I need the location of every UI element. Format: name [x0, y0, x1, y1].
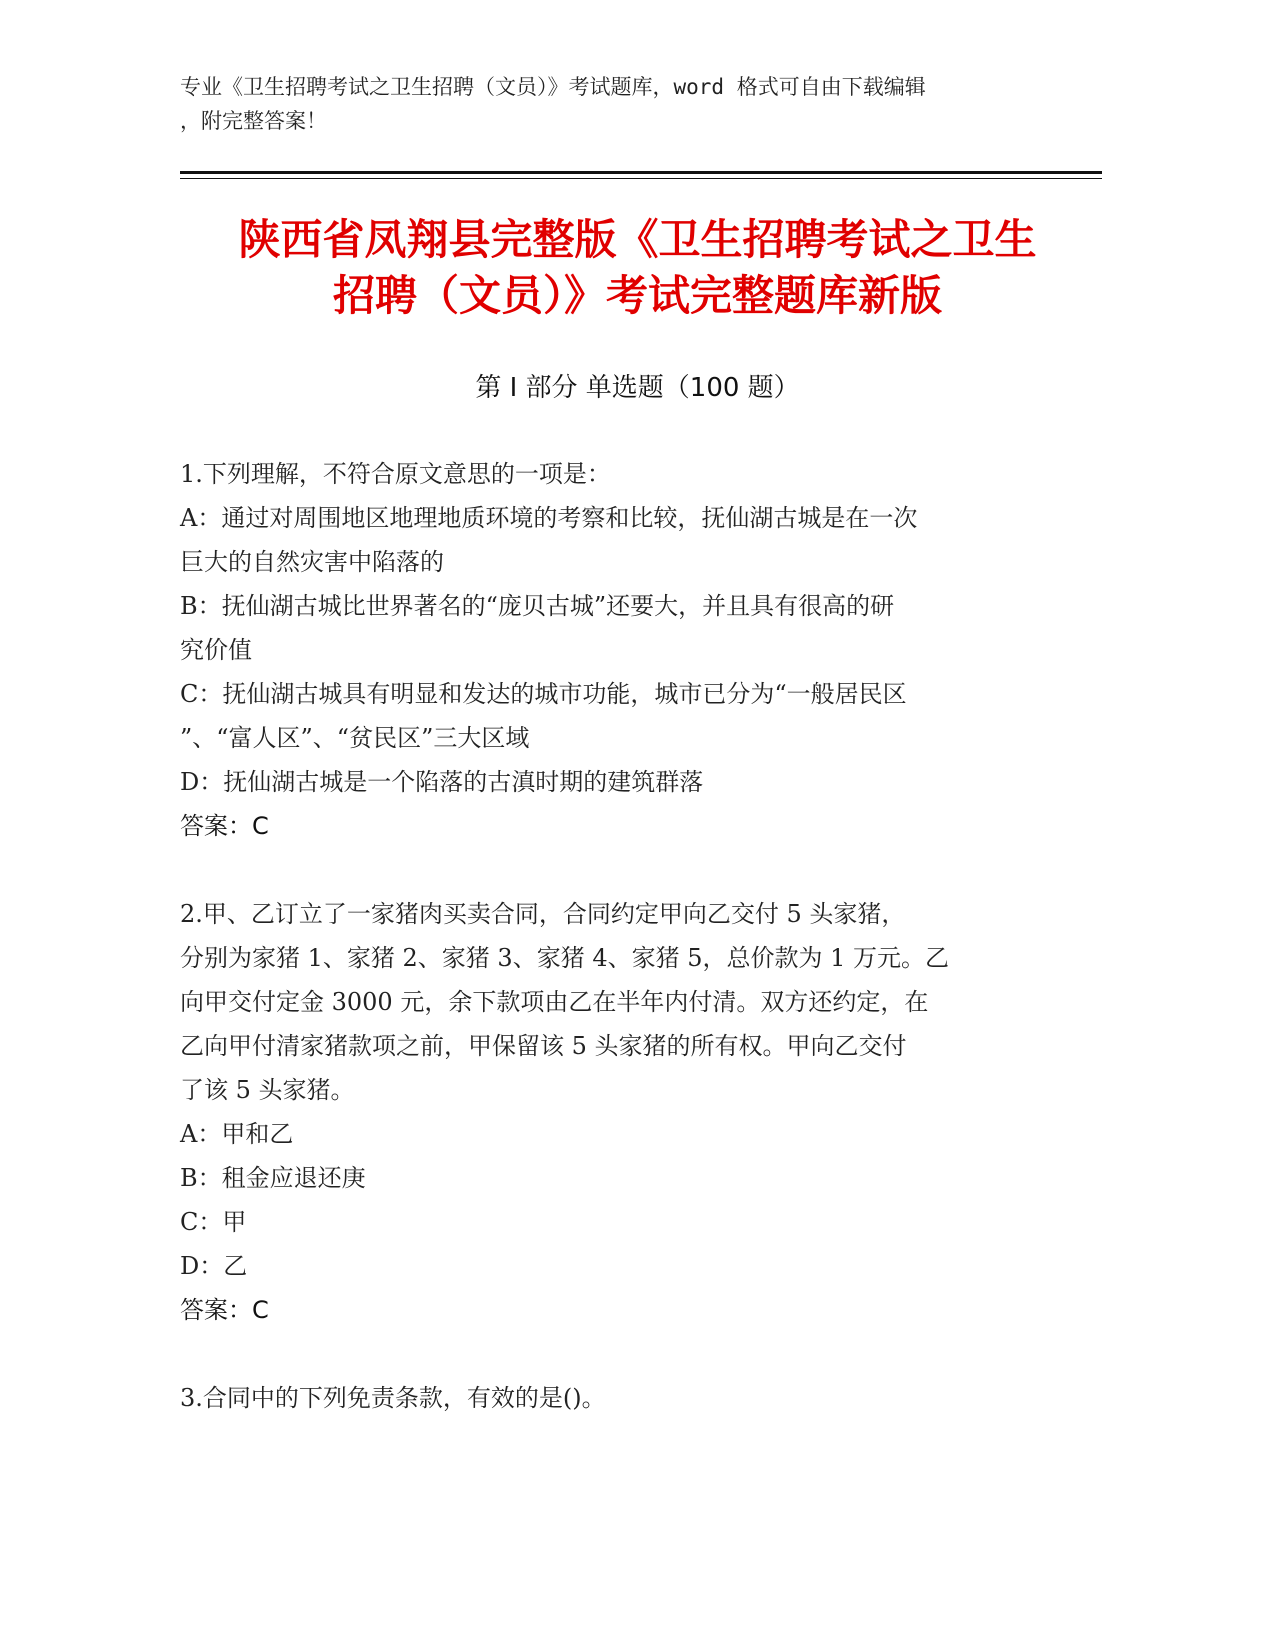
title-line-1: 陕西省凤翔县完整版《卫生招聘考试之卫生 — [238, 215, 1037, 264]
option-b: B：抚仙湖古城比世界著名的“庞贝古城”还要大，并且具有很高的研 — [180, 592, 895, 620]
question-stem-cont: 了该 5 头家猪。 — [180, 1076, 355, 1104]
option-c: C：甲 — [180, 1208, 247, 1236]
question-stem: 2.甲、乙订立了一家猪肉买卖合同，合同约定甲向乙交付 5 头家猪， — [180, 900, 906, 928]
question-3 — [180, 1376, 1040, 1420]
question-stem-cont: 乙向甲付清家猪款项之前，甲保留该 5 头家猪的所有权。甲向乙交付 — [180, 1032, 907, 1060]
header-line-2: ，附完整答案！ — [180, 109, 327, 133]
answer-label: 答案：C — [180, 1296, 269, 1324]
question-1 — [180, 452, 1040, 848]
option-d: D：乙 — [180, 1252, 248, 1280]
section-title: 第 I 部分 单选题（100 题） — [475, 373, 800, 403]
question-2 — [180, 892, 1040, 1332]
question-stem: 1.下列理解，不符合原文意思的一项是： — [180, 460, 611, 488]
option-b-cont: 究价值 — [180, 636, 252, 664]
option-b: B：租金应退还庚 — [180, 1164, 366, 1192]
title-line-2: 招聘（文员）》考试完整题库新版 — [332, 271, 942, 320]
question-stem: 3.合同中的下列免责条款，有效的是()。 — [180, 1384, 606, 1412]
option-a-cont: 巨大的自然灾害中陷落的 — [180, 548, 444, 576]
option-c: C：抚仙湖古城具有明显和发达的城市功能，城市已分为“一般居民区 — [180, 680, 907, 708]
header-note — [180, 70, 1060, 138]
question-stem-cont: 向甲交付定金 3000 元，余下款项由乙在半年内付清。双方还约定，在 — [180, 988, 929, 1016]
header-divider-thick — [180, 171, 1102, 174]
option-a: A：通过对周围地区地理地质环境的考察和比较，抚仙湖古城是在一次 — [180, 504, 918, 532]
document-title — [150, 212, 1125, 324]
question-list — [180, 452, 1040, 1464]
option-d: D：抚仙湖古城是一个陷落的古滇时期的建筑群落 — [180, 768, 704, 796]
option-c-cont: ”、“富人区”、“贫民区”三大区域 — [180, 724, 530, 752]
option-a: A：甲和乙 — [180, 1120, 294, 1148]
header-line-1: 专业《卫生招聘考试之卫生招聘（文员）》考试题库，word 格式可自由下载编辑 — [180, 75, 926, 99]
question-stem-cont: 分别为家猪 1、家猪 2、家猪 3、家猪 4、家猪 5，总价款为 1 万元。乙 — [180, 944, 950, 972]
answer-label: 答案：C — [180, 812, 269, 840]
header-divider-thin — [180, 178, 1102, 179]
